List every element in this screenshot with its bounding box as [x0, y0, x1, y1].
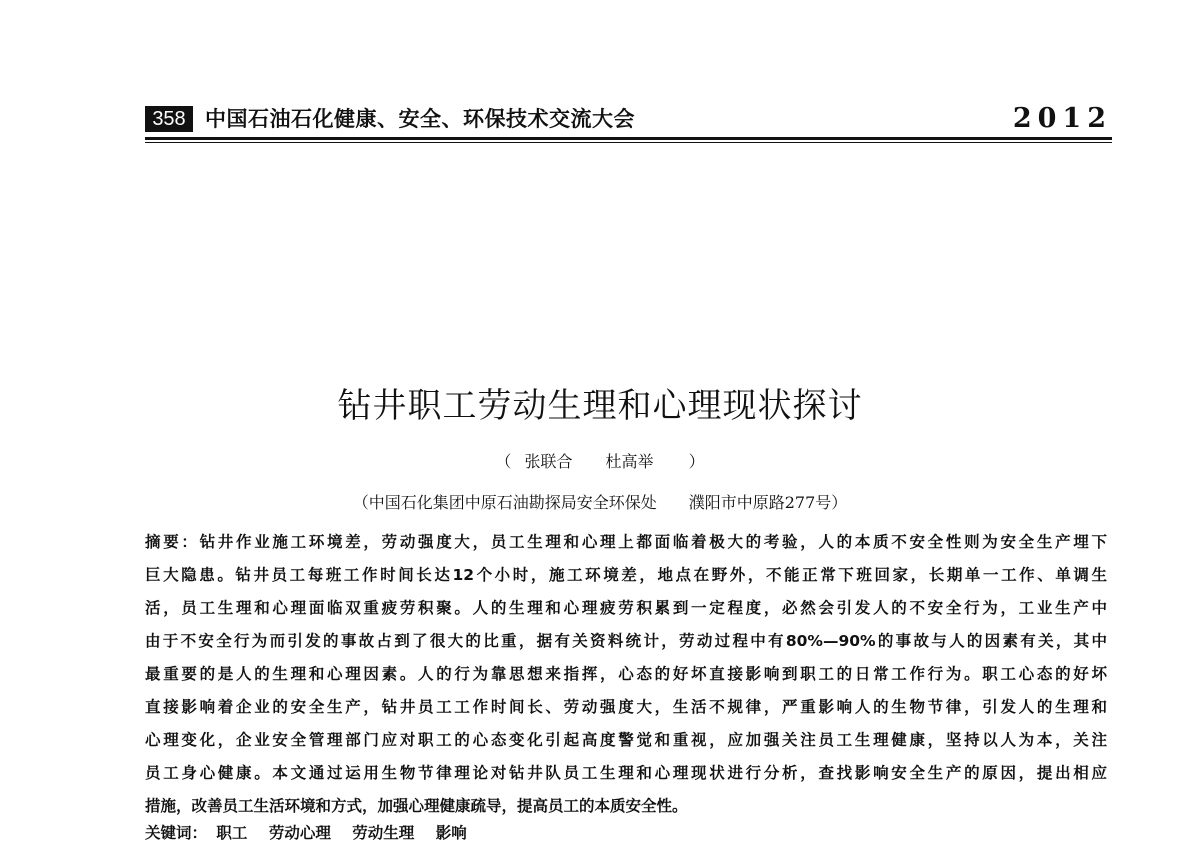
- author-paren-close: ）: [688, 452, 705, 471]
- header-rule-thin: [145, 142, 1112, 143]
- abstract-line: 心理变化，企业安全管理部门应对职工的心态变化引起高度警觉和重视，应加强关注员工生理健康，坚持以人为本，关注: [145, 731, 1107, 749]
- author-line: [0, 449, 1200, 472]
- conference-title: 中国石油石化健康、安全、环保技术交流大会: [205, 107, 635, 131]
- abstract-line: 员工身心健康。本文通过运用生物节律理论对钻井队员工生理和心理现状进行分析，查找影响安全生产的原因，提出相应: [145, 764, 1107, 782]
- page-number: 358: [145, 106, 193, 132]
- abstract-line: 措施，改善员工生活环境和方式，加强心理健康疏导，提高员工的本质安全性。: [145, 797, 688, 815]
- abstract: [145, 526, 1107, 823]
- keyword: 劳动生理: [352, 824, 415, 842]
- keywords: [145, 821, 483, 843]
- keyword: 职工: [216, 824, 248, 842]
- conference-year: 2012: [1012, 103, 1112, 134]
- keywords-label: 关键词：: [145, 824, 208, 842]
- running-header: [145, 104, 1112, 144]
- author-name: 张联合: [524, 452, 573, 471]
- author-name: 杜高举: [605, 452, 654, 471]
- paper-title: 钻井职工劳动生理和心理现状探讨: [337, 386, 863, 426]
- keyword: 影响: [435, 824, 467, 842]
- header-rule-thick: [145, 137, 1112, 140]
- abstract-line: 巨大隐患。钻井员工每班工作时间长达12个小时，施工环境差，地点在野外，不能正常下班回家，长期单一工作、单调生: [145, 566, 1107, 584]
- abstract-line: 最重要的是人的生理和心理因素。人的行为靠思想来指挥，心态的好坏直接影响到职工的日常工作行为。职工心态的好坏: [145, 665, 1107, 683]
- abstract-line: 直接影响着企业的安全生产，钻井员工工作时间长、劳动强度大，生活不规律，严重影响人的生物节律，引发人的生理和: [145, 698, 1107, 716]
- affiliation: （中国石化集团中原石油勘探局安全环保处 濮阳市中原路277号）: [352, 493, 848, 512]
- abstract-line: 活，员工生理和心理面临双重疲劳积聚。人的生理和心理疲劳积累到一定程度，必然会引发人的不安全行为，工业生产中: [145, 599, 1107, 617]
- abstract-line: 摘要：钻井作业施工环境差，劳动强度大，员工生理和心理上都面临着极大的考验，人的本质不安全性则为安全生产埋下: [145, 533, 1107, 551]
- keyword: 劳动心理: [268, 824, 331, 842]
- author-paren-open: （: [495, 452, 512, 471]
- abstract-line: 由于不安全行为而引发的事故占到了很大的比重，据有关资料统计，劳动过程中有80%—90%的事故与人的因素有关，其中: [145, 632, 1107, 650]
